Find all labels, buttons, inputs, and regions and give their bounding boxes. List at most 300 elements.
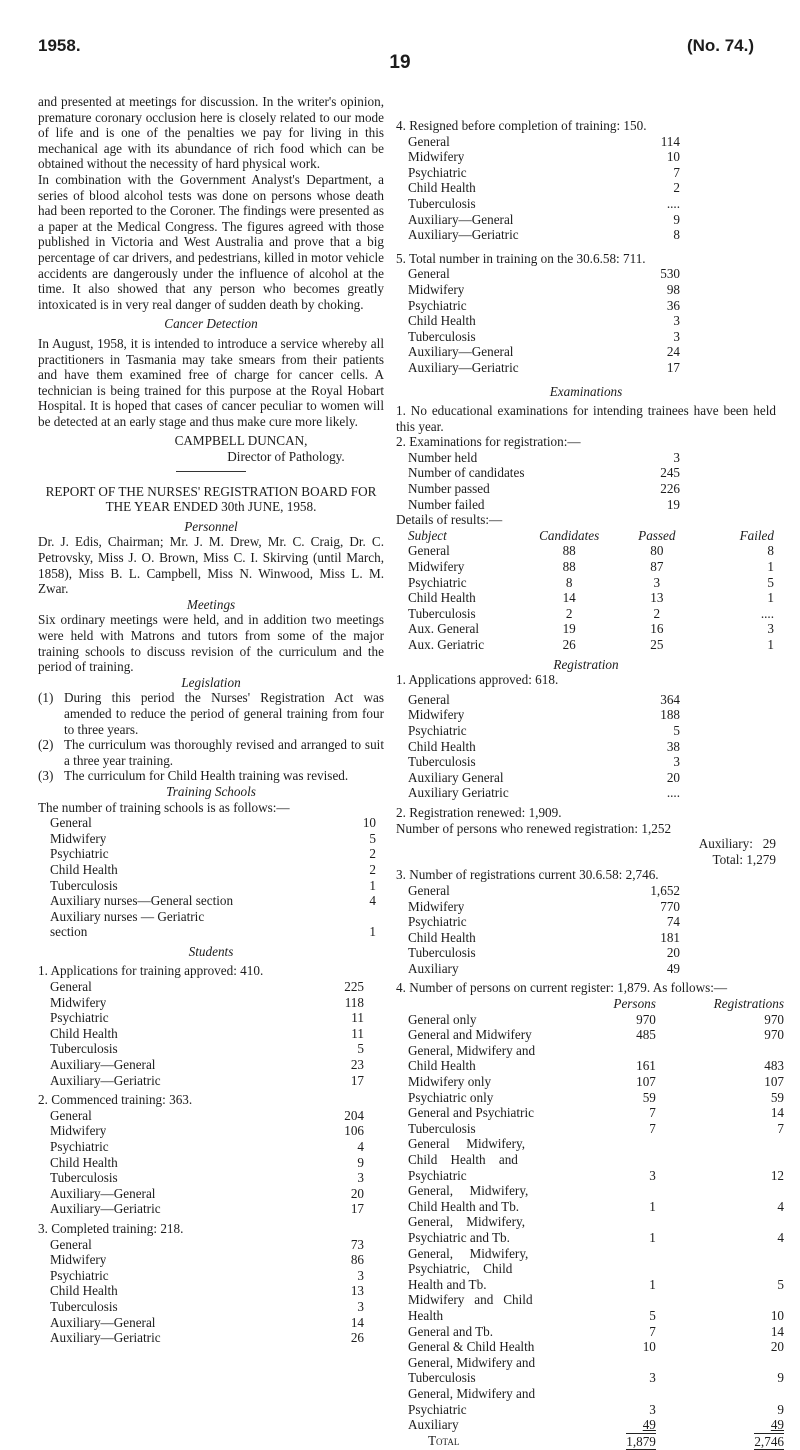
- table-row: [408, 1417, 784, 1433]
- table-cell: 20: [770, 1339, 784, 1355]
- item-value: 17: [350, 1201, 364, 1217]
- list-title: 3. Completed training: 218.: [38, 1220, 184, 1236]
- list-title: 4. Number of persons on current register: 1,879. As follows:—: [396, 980, 728, 996]
- item-value: 23: [350, 1057, 364, 1073]
- table-cell: 14: [770, 1105, 784, 1121]
- item-label: Auxiliary—General: [50, 1185, 156, 1201]
- table-cell: 3: [767, 621, 774, 637]
- list-item: [408, 313, 680, 329]
- row-label: Auxiliary: [408, 1417, 459, 1433]
- item-value: 3: [673, 328, 680, 344]
- list-item: [408, 227, 680, 243]
- paragraph: 1. No educational examinations for intending trainees have been held this year.: [396, 403, 776, 434]
- table-cell: 7: [649, 1105, 656, 1121]
- list-item: [408, 329, 680, 345]
- row-label: General, Midwifery and Tuberculosis: [408, 1354, 536, 1386]
- table-row: [408, 1246, 784, 1293]
- table-cell: Child Health: [408, 590, 476, 606]
- list-item: [50, 1201, 364, 1217]
- page-number: 19: [389, 52, 411, 73]
- list-item: [50, 1139, 364, 1155]
- list-item: [50, 1108, 364, 1124]
- list-item: [408, 196, 680, 212]
- table-cell: 25: [650, 637, 664, 652]
- section-heading: Training Schools: [166, 783, 256, 799]
- list-item: [408, 134, 680, 150]
- table-row: [398, 590, 774, 606]
- item-value: 364: [660, 691, 680, 707]
- table-row: [398, 559, 774, 575]
- list-item: [50, 1283, 364, 1299]
- item-label: Auxiliary—General: [50, 1057, 156, 1073]
- list-title: 5. Total number in training on the 30.6.58: 711.: [396, 250, 646, 266]
- list-item: [408, 945, 680, 961]
- item-value: 2: [369, 846, 376, 862]
- document-number: (No. 74.): [686, 36, 754, 55]
- item-value: 20: [666, 769, 680, 785]
- item-value: 3: [673, 754, 680, 770]
- item-label: Child Health: [50, 1154, 118, 1170]
- item-label: Auxiliary—Geriatric: [408, 359, 519, 375]
- list-item: [408, 450, 680, 466]
- item-label: Number failed: [408, 496, 485, 512]
- item-label: Tuberculosis: [50, 1298, 118, 1314]
- item-value: 74: [666, 914, 680, 930]
- report-title: REPORT OF THE NURSES' REGISTRATION BOARD FOR THE YEAR ENDED 30th JUNE, 1958.: [45, 483, 377, 515]
- item-value: 2: [369, 861, 376, 877]
- row-label: General only: [408, 1011, 477, 1027]
- completed-list: [38, 1237, 384, 1346]
- item-label: Tuberculosis: [50, 1041, 118, 1057]
- signature-title: Director of Pathology.: [227, 449, 345, 465]
- table-cell: 485: [636, 1027, 656, 1043]
- item-value: 9: [357, 1154, 364, 1170]
- table-row: [408, 1136, 784, 1183]
- item-label: General: [50, 1107, 92, 1123]
- column-header: Registrations: [713, 996, 784, 1012]
- item-value: 204: [344, 1107, 364, 1123]
- item-value: 98: [666, 281, 680, 297]
- list-item: [408, 344, 680, 360]
- row-label: General and Midwifery: [408, 1027, 532, 1043]
- list-item: [408, 298, 680, 314]
- list-item: [50, 995, 364, 1011]
- row-label: General and Tb.: [408, 1323, 494, 1339]
- table-cell: 88: [562, 543, 576, 559]
- table-row: [408, 1324, 784, 1340]
- list-item: [408, 692, 680, 708]
- list-item: [50, 846, 376, 862]
- table-row: [408, 1214, 784, 1245]
- item-label: Auxiliary—Geriatric: [50, 1330, 161, 1346]
- paragraph: In August, 1958, it is intended to introduce a service whereby all practitioners in Tasmania may take smears from their patients and have them examined free of charge for cancer cells. A technician is being trained for this purpose at the Royal Hobart Hospital. It is hoped that cases of cancer peculiar to women will be detected at an early stage and thus make cure more likely.: [38, 335, 384, 429]
- item-label: Psychiatric: [408, 297, 467, 313]
- item-label: Auxiliary—General: [408, 211, 514, 227]
- list-item: [50, 878, 376, 894]
- item-label: Child Health: [408, 180, 476, 196]
- item-value: 26: [350, 1330, 364, 1346]
- table-cell: 13: [650, 590, 664, 606]
- table-cell: 107: [764, 1074, 784, 1090]
- table-cell: 19: [562, 621, 576, 637]
- table-cell: Aux. General: [408, 621, 480, 637]
- item-value: 3: [357, 1267, 364, 1283]
- table-cell: 7: [649, 1120, 656, 1136]
- applications-list: [38, 979, 384, 1088]
- column-header: Candidates: [539, 527, 600, 543]
- row-label: General, Midwifery and Child Health: [408, 1042, 536, 1074]
- item-label: Child Health: [50, 1283, 118, 1299]
- item-label: Tuberculosis: [408, 195, 476, 211]
- table-cell: ....: [760, 605, 774, 621]
- paragraph: The number of training schools is as follows:—: [38, 799, 290, 815]
- item-value: 226: [660, 481, 680, 497]
- item-value: 38: [666, 738, 680, 754]
- list-item: [408, 165, 680, 181]
- item-label: Tuberculosis: [50, 877, 118, 893]
- list-item: [408, 899, 680, 915]
- registration-applications-list: [396, 692, 776, 801]
- item-label: General: [408, 133, 450, 149]
- table-cell: 970: [764, 1011, 784, 1027]
- item-value: 5: [673, 722, 680, 738]
- list-item: [50, 1252, 364, 1268]
- row-label: General and Psychiatric: [408, 1105, 534, 1121]
- item-value: 7: [673, 164, 680, 180]
- list-item: [408, 212, 680, 228]
- item-label: Midwifery: [50, 994, 107, 1010]
- list-item: [50, 1315, 364, 1331]
- signature-name: CAMPBELL DUNCAN,: [174, 433, 308, 449]
- item-value: 10: [666, 149, 680, 165]
- table-cell: 3: [649, 1167, 656, 1183]
- total-renewed: Total: 1,279: [712, 851, 776, 867]
- table-cell: 3: [649, 1401, 656, 1417]
- table-cell: 7: [777, 1120, 784, 1136]
- list-item: [408, 149, 680, 165]
- item-label: Midwifery: [50, 1123, 107, 1139]
- table-cell: 59: [770, 1089, 784, 1105]
- item-value: 118: [344, 994, 364, 1010]
- table-cell: 107: [636, 1074, 656, 1090]
- auxiliary-renewed: Auxiliary: 29: [698, 836, 776, 852]
- item-label: Midwifery: [408, 707, 465, 723]
- row-label: General & Child Health: [408, 1339, 535, 1355]
- table-cell: 16: [650, 621, 664, 637]
- list-title: 1. Applications approved: 618.: [396, 672, 559, 688]
- list-item: [408, 883, 680, 899]
- item-label: Child Health: [50, 1025, 118, 1041]
- page-header: [0, 36, 800, 86]
- list-item: [50, 1041, 364, 1057]
- list-item: [50, 1170, 364, 1186]
- item-label: Psychiatric: [50, 1267, 109, 1283]
- table-row: [408, 1292, 784, 1323]
- item-value: 13: [350, 1283, 364, 1299]
- list-item: [408, 770, 680, 786]
- item-value: 188: [660, 707, 680, 723]
- item-label: Child Health: [408, 313, 476, 329]
- item-label: Tuberculosis: [408, 754, 476, 770]
- item-value: 9: [673, 211, 680, 227]
- item-value: ....: [666, 785, 680, 801]
- item-label: General: [408, 882, 450, 898]
- table-cell: 14: [770, 1323, 784, 1339]
- item-value: 36: [666, 297, 680, 313]
- item-value: 181: [660, 929, 680, 945]
- table-row: [408, 1183, 784, 1214]
- table-header-row: [408, 996, 784, 1012]
- list-item: [50, 1123, 364, 1139]
- table-cell: 4: [777, 1198, 784, 1214]
- item-value: 1: [369, 877, 376, 893]
- section-heading: Registration: [553, 656, 619, 672]
- item-value: 2: [673, 180, 680, 196]
- item-label: Midwifery: [408, 898, 465, 914]
- list-item: [50, 1268, 364, 1284]
- list-item: [408, 360, 680, 376]
- list-item: [50, 1026, 364, 1042]
- item-label: Psychiatric: [50, 1139, 109, 1154]
- column-header: Passed: [638, 527, 676, 543]
- table-cell: 10: [770, 1307, 784, 1323]
- item-label: General: [50, 979, 92, 995]
- table-cell: Aux. Geriatric: [408, 637, 485, 652]
- table-cell: Tuberculosis: [408, 605, 476, 621]
- paragraph: In combination with the Government Analyst's Department, a series of blood alcohol tests was done on persons whose death had been reported to the Coroner. The findings were presented as a paper at the Medical Congress. The figures agreed with those published in Victoria and West Australia and prove that a big percentage of car drivers, and pedestrians, killed in motor vehicle accidents are dangerously under the influence of alcohol at the time. It also showed that any person who becomes greatly intoxicated is in very real danger of sudden death by choking.: [38, 171, 384, 312]
- table-cell: Midwifery: [408, 559, 465, 575]
- row-label: General Midwifery, Child Health and Psychiatric: [408, 1136, 526, 1183]
- table-cell: 80: [650, 543, 664, 559]
- commenced-list: [38, 1108, 384, 1217]
- column-header: Failed: [739, 527, 774, 543]
- item-value: 14: [350, 1314, 364, 1330]
- item-label: Tuberculosis: [50, 1170, 118, 1186]
- table-row: [398, 637, 774, 653]
- table-header-row: [398, 528, 774, 544]
- paragraph: Dr. J. Edis, Chairman; Mr. J. M. Drew, Mr. C. Craig, Dr. C. Petrovsky, Miss J. O. Brown, Miss C. I. Skirving (until March, 1858), Miss B. L. Campbell, Miss N. Winwood, Miss L. M. Zwar.: [38, 534, 384, 597]
- list-item: [408, 914, 680, 930]
- item-label: Auxiliary—Geriatric: [50, 1201, 161, 1217]
- section-heading: Examinations: [549, 383, 623, 399]
- list-item: [50, 862, 376, 878]
- column-header: Persons: [613, 996, 656, 1012]
- list-item: [50, 1299, 364, 1315]
- item-label: General: [50, 1236, 92, 1252]
- schools-list: [38, 815, 384, 909]
- row-label: General, Midwifery, Psychiatric, Child Health and Tb.: [408, 1245, 529, 1292]
- row-label: General, Midwifery, Psychiatric and Tb.: [408, 1214, 526, 1245]
- left-column: [38, 94, 384, 1346]
- table-total-row: Total 1,879 2,746: [428, 1432, 784, 1449]
- item-label: Midwifery: [50, 830, 107, 846]
- item-label: Midwifery: [50, 1252, 107, 1268]
- item-label: Number of candidates: [408, 465, 525, 481]
- list-title: 3. Number of registrations current 30.6.58: 2,746.: [396, 867, 659, 883]
- item-label: Auxiliary—Geriatric: [50, 1072, 161, 1088]
- item-value: 86: [350, 1252, 364, 1268]
- table-cell: 26: [562, 637, 576, 652]
- item-label: Tuberculosis: [408, 328, 476, 344]
- item-label: Number held: [408, 449, 478, 465]
- table-cell: 3: [653, 574, 661, 590]
- item-value: 24: [666, 344, 680, 360]
- item-value: 49: [666, 960, 680, 976]
- table-cell: 88: [562, 559, 576, 575]
- list-item: [50, 831, 376, 847]
- table-cell: 970: [764, 1027, 784, 1043]
- paragraph: Six ordinary meetings were held, and in addition two meetings were held with Matrons and tutors from some of the major training schools to discuss revision of the curriculum and the period of training.: [38, 612, 384, 675]
- item-value: 19: [666, 496, 680, 512]
- table-row: [398, 606, 774, 622]
- list-title: 1. Applications for training approved: 410.: [38, 963, 264, 979]
- register-table: [408, 996, 784, 1450]
- item-value: ....: [666, 195, 680, 211]
- table-row: [398, 575, 774, 591]
- paragraph: Details of results:—: [396, 512, 503, 528]
- item-value: 3: [673, 313, 680, 329]
- list-item: [408, 723, 680, 739]
- table-cell: 10: [642, 1339, 656, 1355]
- table-cell: 1: [649, 1276, 656, 1292]
- item-label: General: [50, 815, 92, 831]
- table-cell: Psychiatric: [408, 574, 467, 590]
- item-label: Auxiliary nurses—General section: [50, 893, 234, 909]
- table-cell: 1: [767, 637, 774, 652]
- paragraph: Number of persons who renewed registration: 1,252: [396, 820, 672, 836]
- item-value: 4: [369, 893, 376, 909]
- list-item: [408, 739, 680, 755]
- item-label: Auxiliary—Geriatric: [408, 227, 519, 243]
- list-item: [50, 1155, 364, 1171]
- table-cell: 1: [649, 1198, 656, 1214]
- item-label: General: [408, 266, 450, 282]
- list-item: [408, 481, 680, 497]
- list-item: [408, 930, 680, 946]
- results-table: [398, 528, 774, 653]
- item-value: 5: [357, 1041, 364, 1057]
- item-value: 11: [351, 1025, 364, 1041]
- table-row: [398, 621, 774, 637]
- row-label: General, Midwifery, Child Health and Tb.: [408, 1183, 529, 1214]
- item-label: Auxiliary—General: [408, 344, 514, 360]
- item-value: 20: [666, 945, 680, 961]
- table-cell: 1: [767, 590, 774, 606]
- column-header: Subject: [408, 527, 447, 543]
- row-label: Psychiatric only: [408, 1089, 494, 1105]
- list-item: [408, 961, 680, 977]
- item-label: Midwifery: [408, 281, 465, 297]
- item-value: 5: [369, 830, 376, 846]
- item-value: 17: [350, 1072, 364, 1088]
- row-label: Tuberculosis: [408, 1120, 476, 1136]
- row-label: Midwifery only: [408, 1074, 492, 1090]
- table-cell: 49: [770, 1417, 784, 1433]
- item-label: Psychiatric: [408, 164, 467, 180]
- item-label: General: [408, 691, 450, 707]
- table-row: [408, 1043, 784, 1074]
- table-cell: 483: [764, 1058, 784, 1074]
- list-item: (3) The curriculum for Child Health training was revised.: [38, 768, 349, 784]
- table-cell: 1: [767, 559, 774, 575]
- list-item: [50, 1330, 364, 1346]
- table-cell: 9: [777, 1401, 784, 1417]
- table-row: [408, 1121, 784, 1137]
- item-value: 530: [660, 266, 680, 282]
- table-cell: 14: [562, 590, 576, 606]
- list-item: [408, 180, 680, 196]
- section-heading: Legislation: [181, 674, 241, 690]
- table-row: [408, 1012, 784, 1028]
- table-row: [408, 1339, 784, 1355]
- item-label: Psychiatric: [50, 846, 109, 862]
- item-value: 20: [350, 1185, 364, 1201]
- list-item: [50, 1010, 364, 1026]
- table-row: [398, 543, 774, 559]
- list-item: [50, 1073, 364, 1089]
- list-item: [408, 497, 680, 513]
- table-cell: 970: [636, 1011, 656, 1027]
- table-cell: 8: [767, 543, 774, 559]
- item-label: Midwifery: [408, 149, 465, 165]
- table-cell: 49: [642, 1417, 656, 1433]
- list-item: (2) The curriculum was thoroughly revised and arranged to suit a three year training.: [38, 737, 384, 768]
- item-value: 3: [357, 1298, 364, 1314]
- table-row: [408, 1386, 784, 1417]
- item-label: Child Health: [408, 738, 476, 754]
- list-item: [50, 979, 364, 995]
- table-row: [408, 1105, 784, 1121]
- list-item: [50, 1186, 364, 1202]
- table-cell: 8: [565, 574, 573, 590]
- list-item: [50, 815, 376, 831]
- item-value: 770: [660, 898, 680, 914]
- list-item: [50, 1057, 364, 1073]
- item-value: 106: [344, 1123, 364, 1139]
- list-item: (1) During this period the Nurses' Registration Act was amended to reduce the period of general training from four to three years.: [38, 690, 384, 737]
- table-cell: 1: [649, 1229, 656, 1245]
- table-row: [408, 1027, 784, 1043]
- right-column: [396, 118, 784, 1450]
- list-item: [408, 754, 680, 770]
- list-item: [408, 707, 680, 723]
- row-label: Midwifery and Child Health: [408, 1292, 533, 1323]
- section-heading: Students: [188, 943, 234, 959]
- table-row: [408, 1355, 784, 1386]
- item-label: Auxiliary General: [408, 769, 504, 785]
- list-item: [408, 465, 680, 481]
- current-registrations-list: [396, 883, 776, 977]
- item-label: Psychiatric: [408, 722, 467, 738]
- item-value: 3: [357, 1170, 364, 1186]
- table-cell: 2: [565, 605, 573, 621]
- item-value: 3: [673, 449, 680, 465]
- list-title: 2. Registration renewed: 1,909.: [396, 804, 562, 820]
- item-value: 17: [666, 359, 680, 375]
- table-cell: 161: [636, 1058, 656, 1074]
- item-value: 225: [344, 979, 364, 995]
- table-cell: 5: [767, 574, 774, 590]
- paragraph: 2. Examinations for registration:—: [396, 434, 581, 450]
- in-training-list: [396, 266, 776, 375]
- table-cell: 12: [770, 1167, 784, 1183]
- item-value: 245: [660, 465, 680, 481]
- row-label: General, Midwifery and Psychiatric: [408, 1385, 536, 1417]
- table-cell: 5: [649, 1307, 656, 1323]
- table-row: [408, 1074, 784, 1090]
- resigned-list: [396, 134, 776, 243]
- item-value: 8: [673, 227, 680, 243]
